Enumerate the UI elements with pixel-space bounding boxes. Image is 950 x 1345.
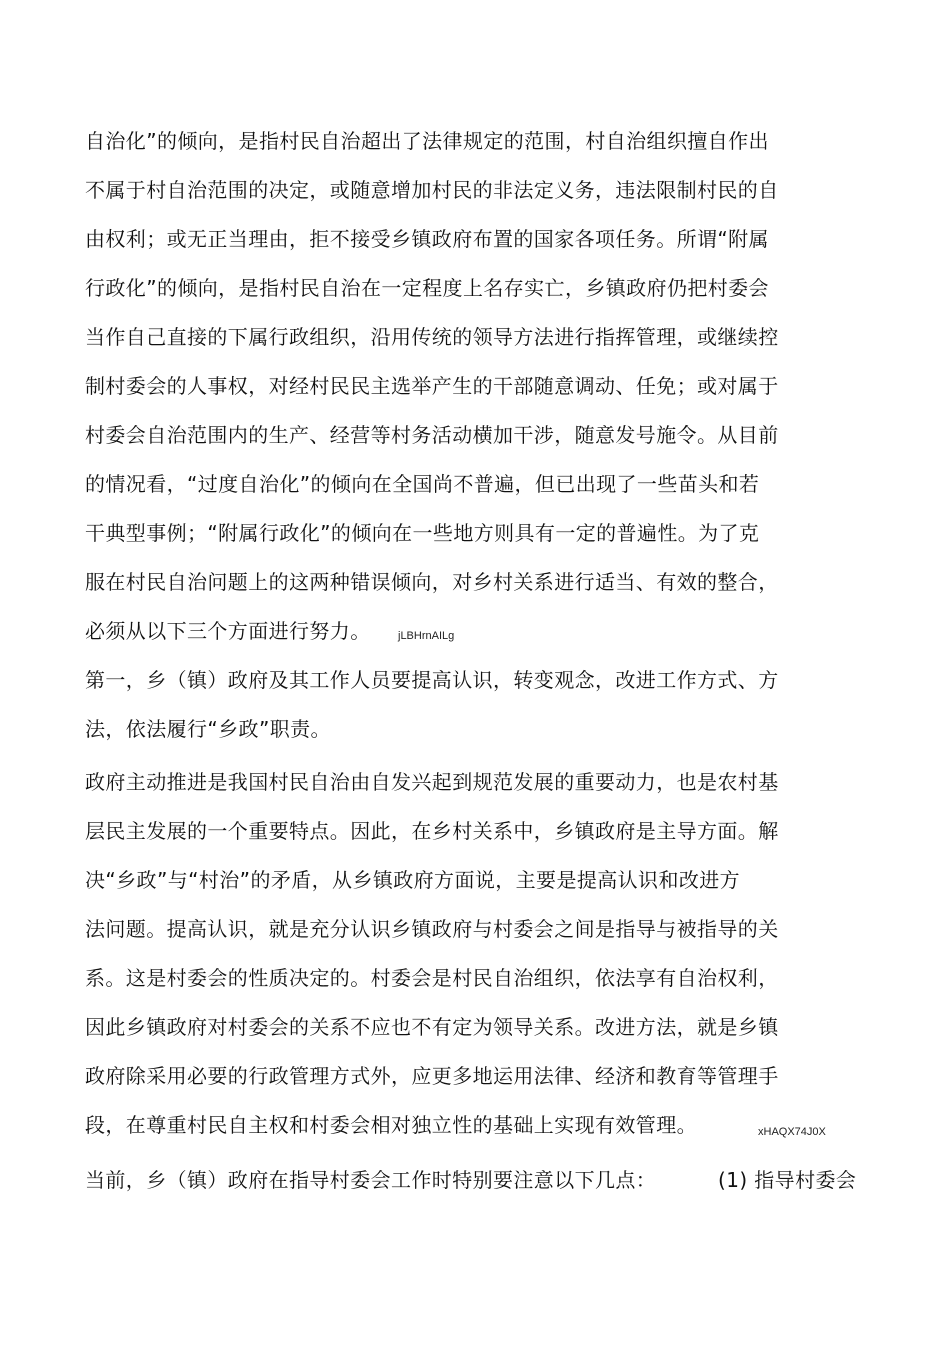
source-tag-1: jLBHrnAILg — [398, 630, 455, 642]
text-line-21: 段，在尊重村民自主权和村委会相对独立性的基础上实现有效管理。 — [85, 1113, 697, 1137]
section-heading-line-2: 法，依法履行“乡政”职责。 — [85, 717, 331, 741]
text-line-8: 的情况看，“过度自治化”的倾向在全国尚不普遍，但已出现了一些苗头和若 — [85, 472, 760, 496]
text-line-20: 政府除采用必要的行政管理方式外，应更多地运用法律、经济和教育等管理手 — [85, 1064, 779, 1088]
text-line-15: 层民主发展的一个重要特点。因此，在乡村关系中，乡镇政府是主导方面。解 — [85, 819, 779, 843]
text-line-18: 系。这是村委会的性质决定的。村委会是村民自治组织，依法享有自治权利， — [85, 966, 779, 990]
text-line-19: 因此乡镇政府对村委会的关系不应也不有定为领导关系。改进方法，就是乡镇 — [85, 1015, 779, 1039]
text-line-17: 法问题。提高认识，就是充分认识乡镇政府与村委会之间是指导与被指导的关 — [85, 917, 779, 941]
text-line-5: 当作自己直接的下属行政组织，沿用传统的领导方法进行指挥管理，或继续控 — [85, 325, 779, 349]
text-line-16: 决“乡政”与“村治”的矛盾，从乡镇政府方面说，主要是提高认识和改进方 — [85, 868, 741, 892]
text-line-10: 服在村民自治问题上的这两种错误倾向，对乡村关系进行适当、有效的整合， — [85, 570, 779, 594]
text-line-7: 村委会自治范围内的生产、经营等村务活动横加干涉，随意发号施令。从目前 — [85, 423, 779, 447]
text-line-1: 自治化”的倾向，是指村民自治超出了法律规定的范围，村自治组织擅自作出 — [85, 129, 769, 153]
section-heading-line-1: 第一，乡（镇）政府及其工作人员要提高认识，转变观念，改进工作方式、方 — [85, 668, 779, 692]
text-line-14: 政府主动推进是我国村民自治由自发兴起到规范发展的重要动力，也是农村基 — [85, 770, 779, 794]
text-line-6: 制村委会的人事权，对经村民民主选举产生的干部随意调动、任免；或对属于 — [85, 374, 779, 398]
text-line-22: 当前，乡（镇）政府在指导村委会工作时特别要注意以下几点： — [85, 1168, 657, 1192]
text-line-9: 干典型事例；“附属行政化”的倾向在一些地方则具有一定的普遍性。为了克 — [85, 521, 760, 545]
text-line-3: 由权利；或无正当理由，拒不接受乡镇政府布置的国家各项任务。所谓“附属 — [85, 227, 769, 251]
text-line-4: 行政化”的倾向，是指村民自治在一定程度上名存实亡，乡镇政府仍把村委会 — [85, 276, 769, 300]
text-line-11: 必须从以下三个方面进行努力。 — [85, 619, 371, 643]
text-line-2: 不属于村自治范围的决定，或随意增加村民的非法定义务，违法限制村民的自 — [85, 178, 779, 202]
source-tag-2: xHAQX74J0X — [758, 1126, 826, 1138]
list-item-start: (1) 指导村委会 — [718, 1168, 857, 1192]
